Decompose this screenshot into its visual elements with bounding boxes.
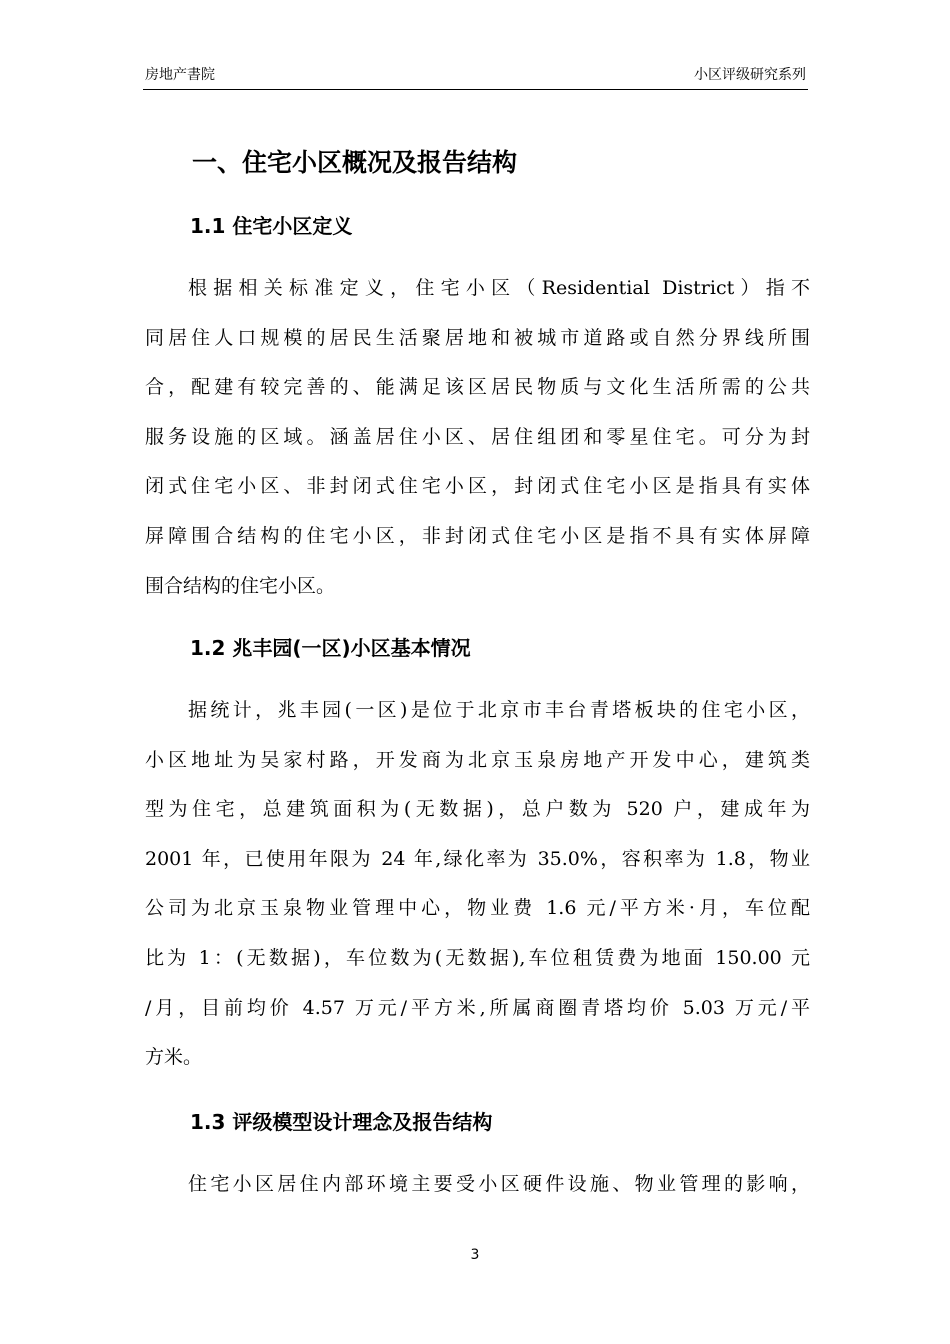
- page-number: 3: [470, 1247, 480, 1263]
- section-paragraph-1-3: [145, 1160, 810, 1210]
- section-paragraph-1-2: [145, 686, 810, 1083]
- header-divider: [143, 89, 808, 90]
- paragraph-line: 同居住人口规模的居民生活聚居地和被城市道路或自然分界线所围: [145, 326, 810, 349]
- paragraph-line: 型为住宅，总建筑面积为(无数据)，总户数为 520 户，建成年为: [145, 798, 810, 821]
- section-paragraph-1-1: [145, 264, 810, 611]
- paragraph-line: 屏障围合结构的住宅小区，非封闭式住宅小区是指不具有实体屏障: [145, 524, 810, 547]
- paragraph-line: 公司为北京玉泉物业管理中心，物业费 1.6 元/平方米·月，车位配: [145, 897, 810, 920]
- chapter-title: 一、住宅小区概况及报告结构: [192, 148, 518, 177]
- paragraph-line: 闭式住宅小区、非封闭式住宅小区，封闭式住宅小区是指具有实体: [145, 475, 810, 498]
- paragraph-line: 小区地址为吴家村路，开发商为北京玉泉房地产开发中心，建筑类: [145, 748, 810, 771]
- section-heading-1-1: 1.1 住宅小区定义: [190, 214, 353, 238]
- section-heading-1-2: 1.2 兆丰园(一区)小区基本情况: [190, 636, 471, 660]
- paragraph-line: 2001 年，已使用年限为 24 年,绿化率为 35.0%，容积率为 1.8，物业: [145, 847, 810, 870]
- paragraph-line: 合，配建有较完善的、能满足该区居民物质与文化生活所需的公共: [145, 376, 810, 399]
- section-heading-1-3: 1.3 评级模型设计理念及报告结构: [190, 1110, 493, 1134]
- paragraph-line: 据统计，兆丰园(一区)是位于北京市丰台青塔板块的住宅小区，: [188, 699, 810, 721]
- paragraph-line: 围合结构的住宅小区。: [145, 574, 336, 597]
- paragraph-line: 住宅小区居住内部环境主要受小区硬件设施、物业管理的影响，: [188, 1173, 810, 1195]
- paragraph-line: 根据相关标准定义，住宅小区（Residential District）指不: [188, 277, 810, 299]
- paragraph-line: /月，目前均价 4.57 万元/平方米,所属商圈青塔均价 5.03 万元/平: [145, 996, 810, 1019]
- paragraph-line: 方米。: [145, 1046, 203, 1069]
- paragraph-line: 比为 1：(无数据)，车位数为(无数据),车位租赁费为地面 150.00 元: [145, 946, 810, 969]
- paragraph-line: 服务设施的区域。涵盖居住小区、居住组团和零星住宅。可分为封: [145, 425, 810, 448]
- header-right-text: 小区评级研究系列: [694, 67, 806, 83]
- header-left-text: 房地产書院: [145, 67, 215, 83]
